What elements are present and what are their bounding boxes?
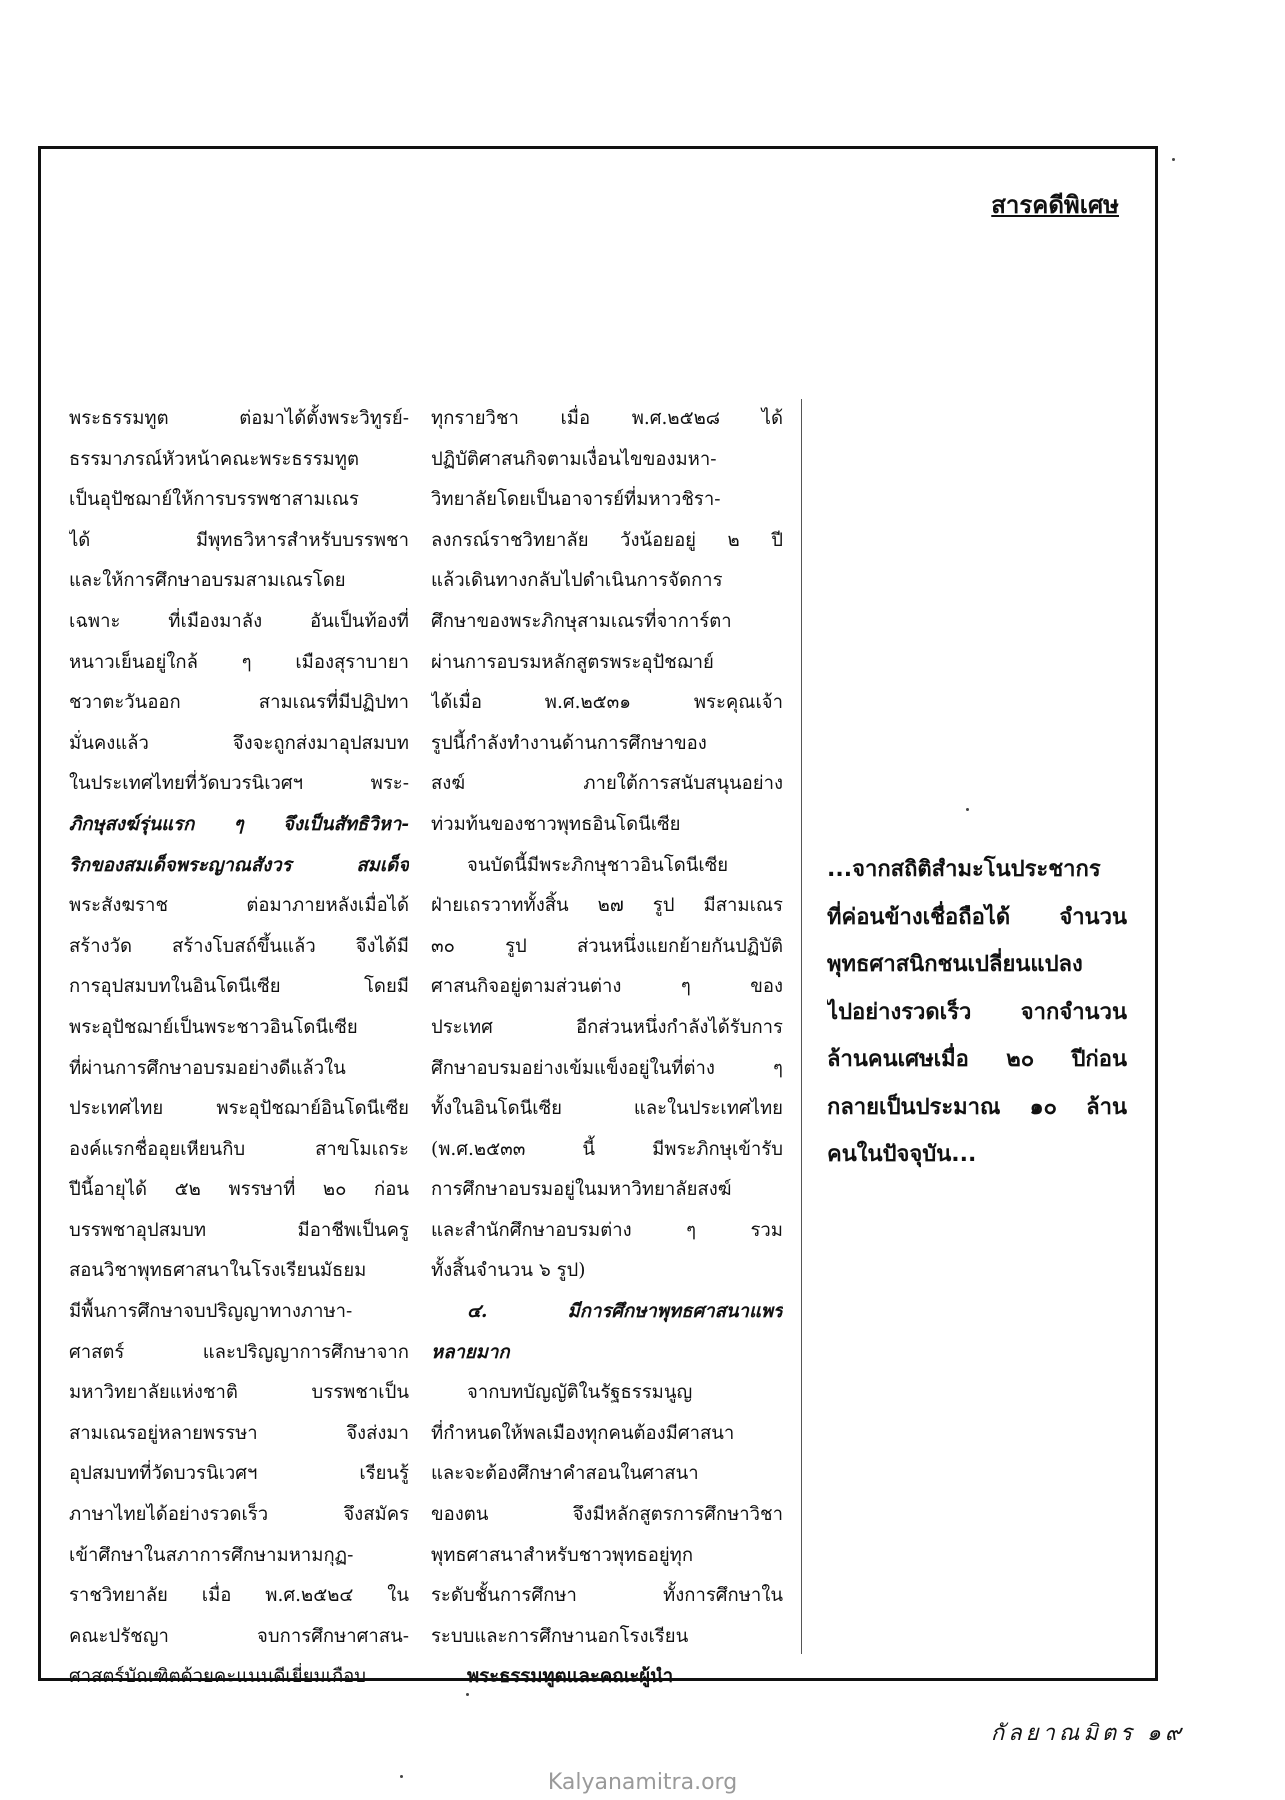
print-speck (466, 1693, 469, 1696)
text-line: ศาสตร์ และปริญญาการศึกษาจาก (69, 1341, 409, 1363)
page-folio: กัลยาณมิตร ๑๙ (990, 1721, 1185, 1746)
text-line: ฝ่ายเถรวาททั้งสิ้น ๒๗ รูป มีสามเณร (431, 895, 783, 917)
text-line: ได้เมื่อ พ.ศ.๒๕๓๑ พระคุณเจ้า (431, 692, 783, 714)
text-line: การอุปสมบทในอินโดนีเซีย โดยมี (69, 976, 409, 998)
text-line: ทั้งสิ้นจำนวน ๖ รูป) (431, 1260, 586, 1282)
subheading: พระธรรมทูตและคณะผู้นำ (467, 1666, 674, 1688)
text-line: คณะปรัชญา จบการศึกษาศาสน- (69, 1625, 409, 1647)
pull-quote-line: ...จากสถิติสำมะโนประชากร (827, 857, 1101, 882)
text-line: ๓๐ รูป ส่วนหนึ่งแยกย้ายกันปฏิบัติ (431, 935, 783, 957)
text-line: ศึกษาของพระภิกษุสามเณรที่จาการ์ตา (431, 610, 732, 632)
text-line: สร้างวัด สร้างโบสถ์ขึ้นแล้ว จึงได้มี (69, 935, 409, 957)
text-line-emphasis: ภิกษุสงฆ์รุ่นแรก ๆ จึงเป็นสัทธิวิหา- (69, 813, 409, 835)
section-title: สารคดีพิเศษ (991, 191, 1119, 219)
print-speck (966, 808, 969, 811)
watermark: Kalyanamitra.org (547, 1770, 738, 1795)
article-column-1 (69, 399, 409, 1698)
text-line: สอนวิชาพุทธศาสนาในโรงเรียนมัธยม (69, 1260, 367, 1282)
pull-quote-line: กลายเป็นประมาณ ๑๐ ล้าน (827, 1094, 1127, 1120)
text-line: ประเทศ อีกส่วนหนึ่งกำลังได้รับการ (431, 1016, 783, 1038)
text-line: พระสังฆราช ต่อมาภายหลังเมื่อได้ (69, 895, 409, 917)
text-line: ปีนี้อายุได้ ๕๒ พรรษาที่ ๒๐ ก่อน (69, 1179, 409, 1201)
pull-quote (827, 846, 1127, 1179)
print-speck (1172, 158, 1175, 161)
text-line: วิทยาลัยโดยเป็นอาจารย์ที่มหาวชิรา- (431, 489, 721, 511)
text-line: อุปสมบทที่วัดบวรนิเวศฯ เรียนรู้ (69, 1463, 409, 1485)
pull-quote-line: คนในปัจจุบัน... (827, 1142, 977, 1167)
text-line: ที่กำหนดให้พลเมืองทุกคนต้องมีศาสนา (431, 1422, 735, 1444)
text-line: ท่วมท้นของชาวพุทธอินโดนีเซีย (431, 813, 681, 835)
text-line: การศึกษาอบรมอยู่ในมหาวิทยาลัยสงฆ์ (431, 1179, 732, 1201)
subheading: ๔. มีการศึกษาพุทธศาสนาแพร่ (467, 1301, 783, 1323)
text-line: องค์แรกชื่ออุยเหียนกิบ สาขโมเถระ (69, 1138, 409, 1160)
column-divider (801, 399, 802, 1654)
text-line: สงฆ์ ภายใต้การสนับสนุนอย่าง (431, 773, 783, 795)
text-line: แล้วเดินทางกลับไปดำเนินการจัดการ (431, 570, 723, 592)
article-column-2 (431, 399, 783, 1698)
text-line-emphasis: ริกของสมเด็จพระญาณสังวร สมเด็จ (69, 854, 409, 876)
text-line: รูปนี้กำลังทำงานด้านการศึกษาของ (431, 732, 707, 754)
text-line: ศึกษาอบรมอย่างเข้มแข็งอยู่ในที่ต่าง ๆ (431, 1057, 783, 1079)
text-line: พระธรรมทูต ต่อมาได้ตั้งพระวิทูรย์- (69, 408, 409, 429)
text-line: พุทธศาสนาสำหรับชาวพุทธอยู่ทุก (431, 1544, 694, 1566)
text-line: และจะต้องศึกษาคำสอนในศาสนา (431, 1463, 699, 1485)
text-line: ศาสนกิจอยู่ตามส่วนต่าง ๆ ของ (431, 976, 783, 998)
text-line: ผ่านการอบรมหลักสูตรพระอุปัชฌาย์ (431, 651, 714, 673)
text-line: ปฏิบัติศาสนกิจตามเงื่อนไขของมหา- (431, 448, 717, 470)
text-line: และสำนักศึกษาอบรมต่าง ๆ รวม (431, 1219, 783, 1241)
text-line: ราชวิทยาลัย เมื่อ พ.ศ.๒๕๒๔ ใน (69, 1585, 409, 1607)
text-line: ของตน จึงมีหลักสูตรการศึกษาวิชา (431, 1504, 783, 1526)
text-line: เป็นอุปัชฌาย์ให้การบรรพชาสามเณร (69, 489, 359, 511)
text-line: จนบัดนี้มีพระภิกษุชาวอินโดนีเซีย (467, 854, 729, 876)
text-line: ศาสตร์บัณฑิตด้วยคะแนนดีเยี่ยมเกือบ (69, 1666, 367, 1688)
text-line: ได้ มีพุทธวิหารสำหรับบรรพชา (69, 529, 409, 551)
text-line: ในประเทศไทยที่วัดบวรนิเวศฯ พระ- (69, 773, 409, 795)
text-line: มั่นคงแล้ว จึงจะถูกส่งมาอุปสมบท (69, 732, 409, 754)
text-line: หนาวเย็นอยู่ใกล้ ๆ เมืองสุราบายา (69, 651, 409, 673)
text-line: มหาวิทยาลัยแห่งชาติ บรรพชาเป็น (69, 1382, 409, 1404)
text-line: ธรรมาภรณ์หัวหน้าคณะพระธรรมทูต (69, 448, 359, 470)
pull-quote-line: ล้านคนเศษเมื่อ ๒๐ ปีก่อน (827, 1047, 1127, 1072)
pull-quote-line: พุทธศาสนิกชนเปลี่ยนแปลง (827, 952, 1083, 977)
text-line: เฉพาะ ที่เมืองมาลัง อันเป็นท้องที่ (69, 610, 409, 632)
text-line: ที่ผ่านการศึกษาอบรมอย่างดีแล้วใน (69, 1057, 346, 1079)
text-line: ระดับชั้นการศึกษา ทั้งการศึกษาใน (431, 1585, 783, 1607)
text-line: เข้าศึกษาในสภาการศึกษามหามกุฏ- (69, 1544, 354, 1566)
text-line: ชวาตะวันออก สามเณรที่มีปฏิปทา (69, 692, 409, 714)
text-line: สามเณรอยู่หลายพรรษา จึงส่งมา (69, 1422, 409, 1444)
text-line: (พ.ศ.๒๕๓๓ นี้ มีพระภิกษุเข้ารับ (431, 1138, 783, 1160)
subheading: หลายมาก (431, 1341, 510, 1363)
text-line: และให้การศึกษาอบรมสามเณรโดย (69, 570, 346, 592)
text-line: จากบทบัญญัติในรัฐธรรมนูญ (467, 1382, 693, 1404)
text-line: พระอุปัชฌาย์เป็นพระชาวอินโดนีเซีย (69, 1016, 358, 1038)
text-line: ประเทศไทย พระอุปัชฌาย์อินโดนีเซีย (69, 1098, 409, 1120)
text-line: ลงกรณ์ราชวิทยาลัย วังน้อยอยู่ ๒ ปี (431, 529, 783, 551)
pull-quote-line: ที่ค่อนข้างเชื่อถือได้ จำนวน (827, 904, 1127, 930)
text-line: ทั้งในอินโดนีเซีย และในประเทศไทย (431, 1098, 783, 1120)
text-line: ภาษาไทยได้อย่างรวดเร็ว จึงสมัคร (69, 1504, 409, 1526)
text-line: มีพื้นการศึกษาจบปริญญาทางภาษา- (69, 1301, 353, 1323)
text-line: ระบบและการศึกษานอกโรงเรียน (431, 1625, 689, 1647)
text-line: บรรพชาอุปสมบท มีอาชีพเป็นครู (69, 1219, 409, 1241)
text-line: ทุกรายวิชา เมื่อ พ.ศ.๒๕๒๘ ได้ (431, 408, 783, 429)
pull-quote-line: ไปอย่างรวดเร็ว จากจำนวน (827, 999, 1127, 1025)
article-frame (38, 146, 1158, 1688)
